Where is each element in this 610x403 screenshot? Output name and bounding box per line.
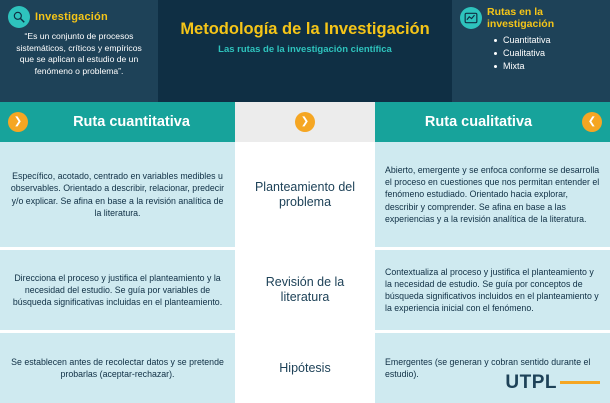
routes-list xyxy=(460,34,602,73)
table-row xyxy=(0,142,610,247)
utpl-logo xyxy=(505,372,600,394)
route-qualitative-header xyxy=(375,102,610,142)
route-qualitative-label: Ruta cualitativa xyxy=(424,114,533,130)
qualitative-cell: Emergentes (se generan y cobran sentido durante el estudio). xyxy=(375,333,610,403)
quantitative-cell: Se establecen antes de recolectar datos y se pretende probarlas (aceptar-rechazar). xyxy=(0,333,235,403)
header xyxy=(0,0,610,102)
category-cell: Hipótesis xyxy=(235,333,375,403)
routes-title-row xyxy=(460,6,602,30)
route-bar xyxy=(0,102,610,142)
qualitative-cell: Abierto, emergente y se enfoca conforme se desarrolla el proceso en cuestiones que nos permitan entender el fenómeno estudiado. Orientado hacia explorar, describir y comprender. Se afina en base a las experiencias y a la revisión analítica de la literatura. xyxy=(375,142,610,247)
category-cell: Planteamiento del problema xyxy=(235,142,375,247)
chart-route-icon xyxy=(460,7,482,29)
definition-title: Investigación xyxy=(35,11,108,23)
logo-bar xyxy=(560,381,600,384)
header-routes-panel xyxy=(452,0,610,102)
category-cell: Revisión de la literatura xyxy=(235,250,375,330)
table-row xyxy=(0,247,610,330)
page-subtitle: Las rutas de la investigación científica xyxy=(218,44,392,55)
definition-text: “Es un conjunto de procesos sistemáticos, críticos y empíricos que se aplican al estudio de un fenómeno o problema”. xyxy=(16,31,142,76)
header-center-panel xyxy=(158,0,452,102)
list-item: Cuantitativa xyxy=(494,34,602,47)
list-item: Cualitativa xyxy=(494,47,602,60)
header-definition-panel xyxy=(0,0,158,102)
comparison-table xyxy=(0,142,610,403)
definition-title-row xyxy=(8,6,150,28)
chevron-left-icon[interactable]: ❮ xyxy=(582,112,602,132)
magnifier-book-icon xyxy=(8,6,30,28)
qualitative-cell: Contextualiza al proceso y justifica el planteamiento y la necesidad de estudio. Se guía por conceptos de búsqueda significativos incluidos en el planteamiento y la experiencia inicial con el fenómeno. xyxy=(375,250,610,330)
logo-text: UTPL xyxy=(505,372,557,393)
chevron-down-icon[interactable]: ❯ xyxy=(295,112,315,132)
list-item: Mixta xyxy=(494,60,602,73)
routes-title: Rutas en la investigación xyxy=(487,6,555,30)
chevron-right-icon[interactable]: ❯ xyxy=(8,112,28,132)
quantitative-cell: Específico, acotado, centrado en variables medibles u observables. Orientado a describir, relacionar, predecir y/o explicar. Se afina en base a la revisión analítica de la literatura. xyxy=(0,142,235,247)
route-middle-divider xyxy=(235,102,375,142)
route-quantitative-header xyxy=(0,102,235,142)
route-quantitative-label: Ruta cuantitativa xyxy=(73,114,190,130)
quantitative-cell: Direcciona el proceso y justifica el planteamiento y la necesidad del estudio. Se guía por variables de búsqueda significativas incluidas en el planteamiento. xyxy=(0,250,235,330)
page-title: Metodología de la Investigación xyxy=(180,20,430,38)
